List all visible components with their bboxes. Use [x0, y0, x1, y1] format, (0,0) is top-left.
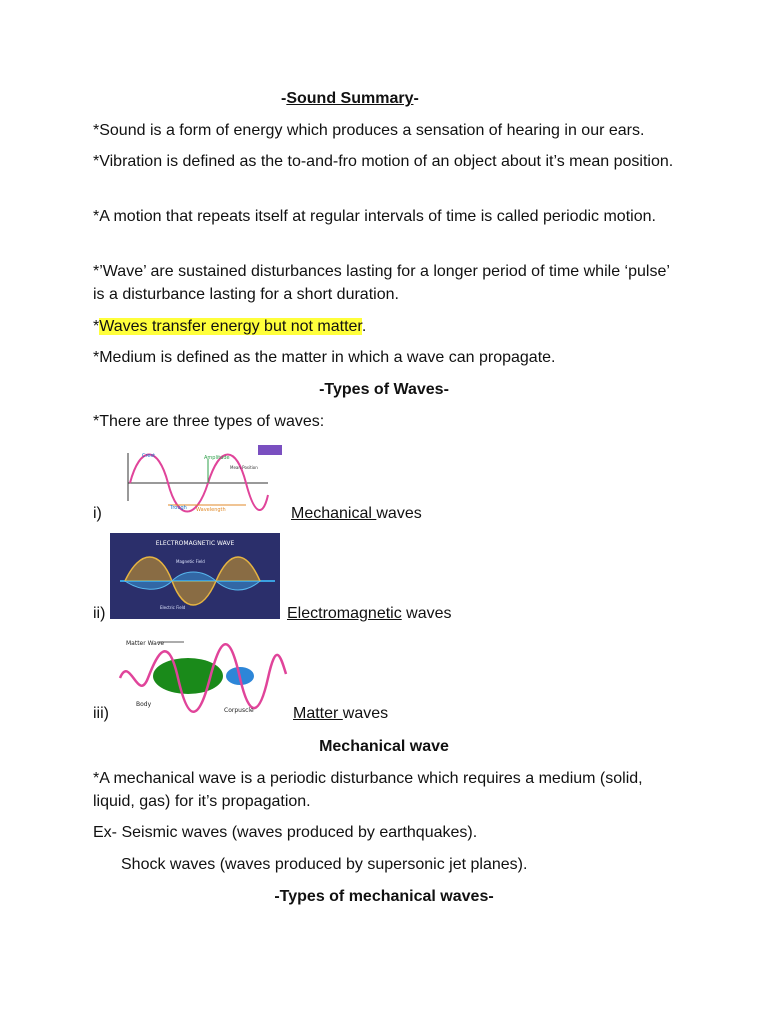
types-intro: *There are three types of waves: [93, 413, 325, 430]
svg-text:Crest: Crest [142, 453, 156, 459]
svg-text:Corpuscle: Corpuscle [224, 707, 254, 714]
wave-type-mechanical: i) Mechanical waves [93, 505, 422, 522]
paragraph-periodic: *A motion that repeats itself at regular intervals of time is called periodic motion. [93, 208, 656, 225]
example-shock: Shock waves (waves produced by supersonic jet planes). [121, 856, 528, 873]
title-prefix: - [281, 90, 287, 107]
svg-text:Body: Body [136, 701, 152, 708]
wave-type-number: i) [93, 505, 102, 522]
highlighted-text: Waves transfer energy but not matter [99, 318, 362, 335]
title-text: Sound Summary [286, 90, 414, 107]
mechanical-wave-definition: *A mechanical wave is a periodic disturbance which requires a medium (solid, liquid, gas) for it’s propagation. [93, 770, 643, 810]
wave-type-label: Matter [293, 705, 343, 722]
wave-type-matter: iii) Matter waves [93, 705, 389, 722]
example-seismic: Ex- Seismic waves (waves produced by earthquakes). [93, 824, 478, 841]
svg-text:Amplitude: Amplitude [204, 455, 230, 461]
svg-text:Mean Position: Mean Position [230, 465, 258, 470]
wave-type-label: Electromagnetic [287, 605, 402, 622]
wave-type-number: ii) [93, 605, 106, 622]
paragraph-wave-pulse: *’Wave’ are sustained disturbances lasting for a longer period of time while ‘pulse’ is a disturbance lasting for a short duration. [93, 263, 670, 303]
types-heading: -Types of Waves- [319, 381, 449, 398]
page-title [281, 88, 419, 110]
wave-type-electromagnetic: ii) Electromagnetic waves [93, 605, 452, 622]
wave-type-label: Mechanical [291, 505, 377, 522]
paragraph-medium: *Medium is defined as the matter in which a wave can propagate. [93, 349, 556, 366]
svg-text:ELECTROMAGNETIC WAVE: ELECTROMAGNETIC WAVE [155, 540, 235, 547]
paragraph-energy: *Waves transfer energy but not matter. [93, 318, 367, 335]
svg-text:Trough: Trough [170, 505, 187, 511]
paragraph-vibration: *Vibration is defined as the to-and-fro motion of an object about it’s mean position. [93, 153, 674, 170]
title-suffix: - [413, 90, 419, 107]
svg-text:Magnetic Field: Magnetic Field [176, 559, 205, 564]
wave-type-number: iii) [93, 705, 109, 722]
svg-text:Wavelength: Wavelength [196, 507, 226, 513]
mechanical-wave-heading: Mechanical wave [319, 738, 449, 755]
svg-text:Electric Field: Electric Field [160, 605, 186, 610]
paragraph-sound: *Sound is a form of energy which produces a sensation of hearing in our ears. [93, 122, 645, 139]
mechanical-types-heading: -Types of mechanical waves- [274, 888, 494, 905]
svg-text:Matter Wave: Matter Wave [126, 640, 165, 647]
